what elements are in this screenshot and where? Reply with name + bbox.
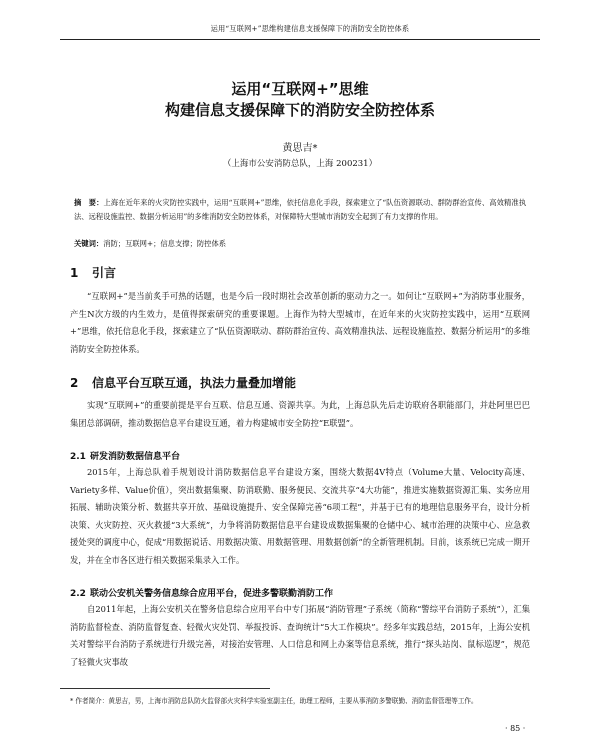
section-2-1-number: 2.1 [70,452,86,462]
section-2-heading [70,374,296,391]
section-2-paragraph: 实现“互联网+”的重要前提是平台互联、信息互通、资源共享。为此，上海总队先后走访联府各职能部门，并赴阿里巴巴集团总部调研，推动数据信息平台建设互通，着力构建城市安全防控“E联盟”。 [70,400,530,428]
section-1-paragraph: “互联网+”是当前炙手可热的话题，也是今后一段时期社会改革创新的驱动力之一。如何让“互联网+”为消防事业服务，产生N次方级的内生效力，是值得探索研究的重要课题。上海作为特大型城市，在近年来的火灾防控实践中，运用“互联网+”思维，依托信息化手段，探索建立了“队伍资源联动、群防群治宣传、高效精准执法、远程设施监控、数据分析运用”的多维消防安全防控体系。 [70,291,530,354]
section-2-title: 信息平台互联互通，执法力量叠加增能 [92,376,297,390]
section-2-1-paragraph: 2015年，上海总队着手规划设计消防数据信息平台建设方案，围绕大数据4V特点（Volume大量、Velocity高速、Variety多样、Value价值），突出数据集聚、防消联勤、服务便民、交流共享“4大功能”，推进实施数据资源汇集、实务应用拓展、辅助决策分析、数据共享开放、基础设施提升、安全保障完善“6项工程”，并基于已有的地理信息服务平台，设计分析决策、火灾防控、灭火救援“3大系统”，力争将消防数据信息平台建设成数据集聚的仓储中心、城市治理的决策中心、应急救援处突的调度中心，促成“用数据说话、用数据决策、用数据管理、用数据创新”的全新管理机制。目前，该系统已完成一期开发，并在全市各区进行相关数据采集录入工作。 [70,467,530,565]
author-footnote: * 作者简介：黄思吉，男，上海市消防总队防火监督部火灾科学实验室副主任，助理工程师，主要从事消防多警联勤、消防监督管理等工作。 [70,697,478,705]
abstract-label: 摘 要： [74,198,104,207]
title-line-2: 构建信息支援保障下的消防安全防控体系 [164,101,435,119]
affiliation: （上海市公安消防总队，上海 200231） [222,159,378,169]
header-rule [60,39,540,40]
title-line-1: 运用“互联网+”思维 [231,80,369,98]
page-number: · 85 · [505,724,526,733]
keywords-text: 消防；互联网+；信息支撑；防控体系 [103,239,227,248]
section-1-heading [70,264,116,281]
section-2-number: 2 [70,376,79,390]
section-2-1-heading [70,449,180,462]
footnote-rule [60,688,270,689]
abstract [74,196,526,224]
section-1-title: 引言 [92,266,117,280]
running-head: 运用“互联网+”思维构建信息支援保障下的消防安全防控体系 [210,24,410,33]
section-2-2-title: 联动公安机关警务信息综合应用平台，促进多警联勤消防工作 [90,589,334,599]
section-2-1-title: 研发消防数据信息平台 [90,452,181,462]
abstract-text: 上海在近年来的火灾防控实践中，运用“互联网+”思维，依托信息化手段，探索建立了“队伍资源联动、群防群治宣传、高效精准执法、远程设施监控、数据分析运用”的多维消防安全防控体系，对保障特大型城市消防安全起到了有力支撑的作用。 [74,198,526,221]
section-2-2-heading [70,586,333,599]
section-2-2-number: 2.2 [70,589,86,599]
author: 黄思吉* [282,143,318,154]
section-2-2-paragraph: 自2011年起，上海公安机关在警务信息综合应用平台中专门拓展“消防管理”子系统（简称“警综平台消防子系统”），汇集消防监督检查、消防监督复查、轻微火灾处罚、举报投诉、查询统计“5大工作模块”。经多年实践总结，2015年，上海公安机关对警综平台消防子系统进行升级完善，对接治安管理、人口信息和网上办案等信息系统，推行“探头站岗、鼠标巡逻”，规范了轻微火灾事故 [70,604,530,667]
keywords-label: 关键词： [74,239,104,248]
keywords [74,239,526,249]
section-1-number: 1 [70,266,79,280]
